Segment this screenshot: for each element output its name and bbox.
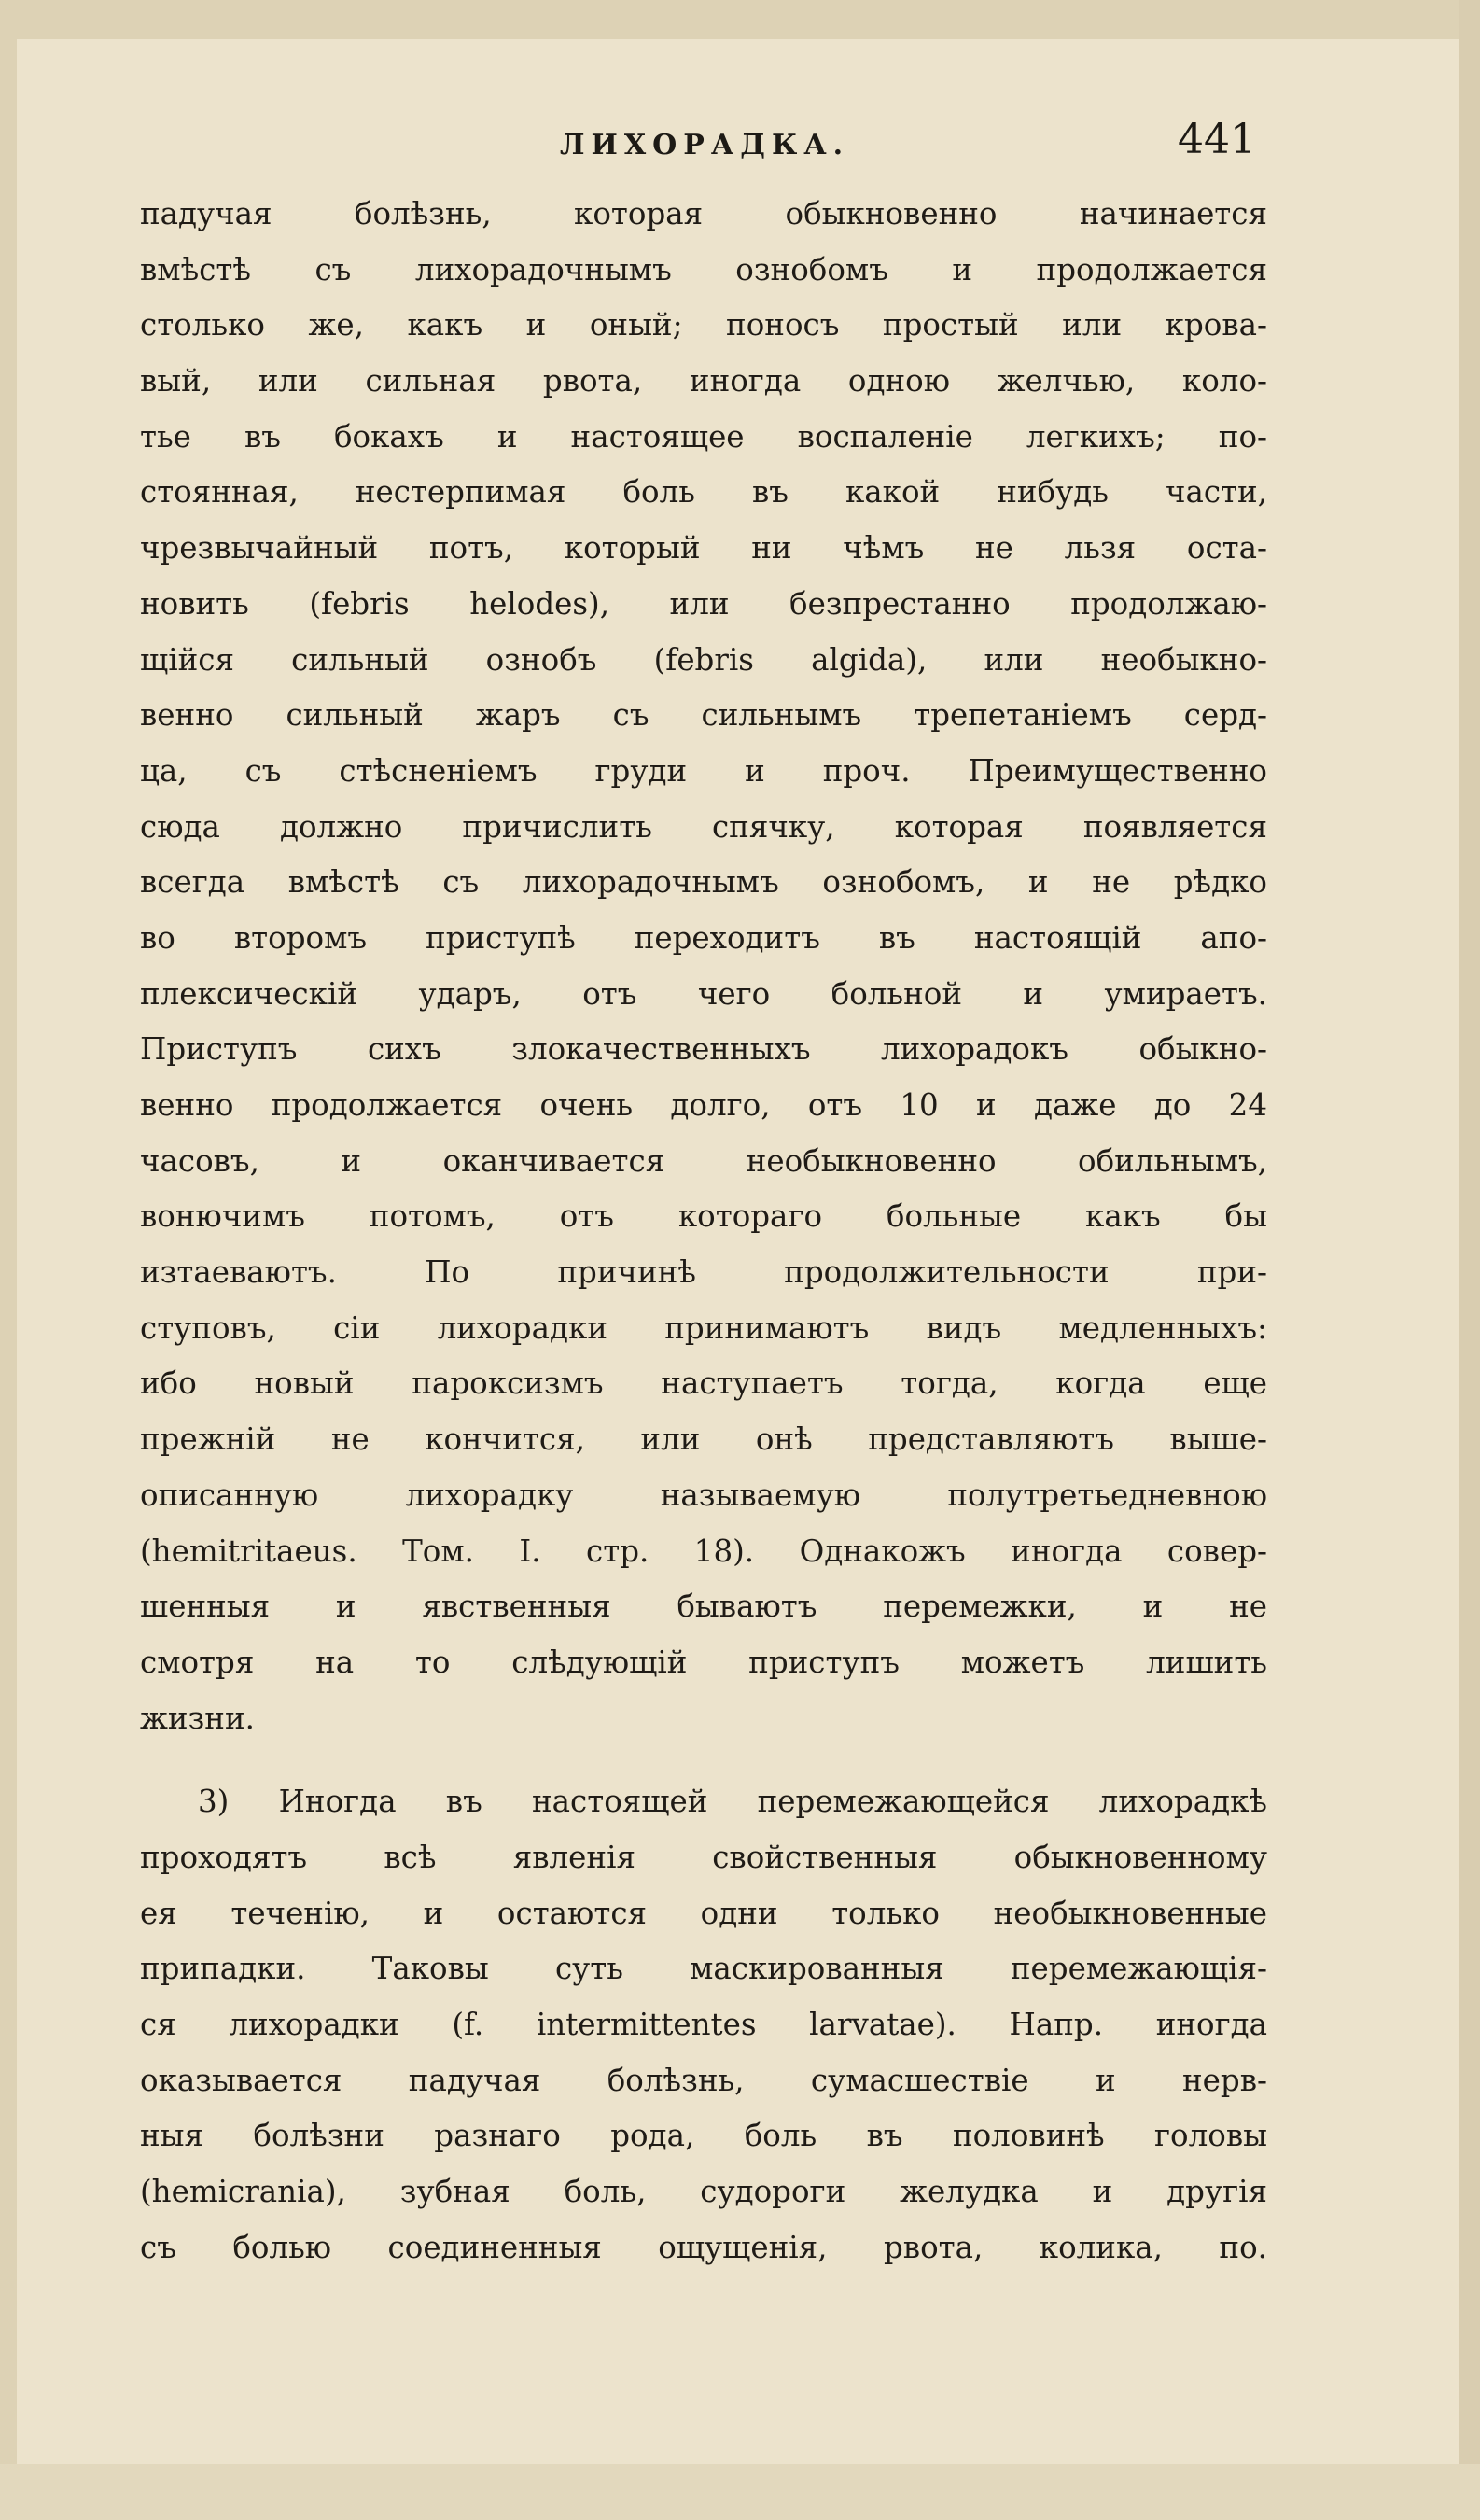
paragraph-2: [140, 1774, 1267, 2275]
text-line: (hemicrania), зубная боль, судороги желудка и другія: [140, 2174, 1267, 2210]
text-line: (hemitritaeus. Том. I. стр. 18). Однакожъ иногда совер-: [140, 1533, 1267, 1569]
text-line: вонючимъ потомъ, отъ котораго больные какъ бы: [140, 1198, 1267, 1235]
page-header: [0, 116, 1480, 187]
text-line: вмѣстѣ съ лихорадочнымъ ознобомъ и продолжается: [140, 251, 1267, 287]
page-edge-top: [0, 0, 1480, 39]
text-line: падучая болѣзнь, которая обыкновенно начинается: [140, 196, 1267, 231]
text-line: оказывается падучая болѣзнь, сумасшествіе и нерв-: [140, 2062, 1267, 2098]
text-line: изтаеваютъ. По причинѣ продолжительности при-: [140, 1254, 1267, 1291]
text-line: часовъ, и оканчивается необыкновенно обильнымъ,: [140, 1142, 1267, 1179]
text-line: Приступъ сихъ злокачественныхъ лихорадокъ обыкно-: [140, 1031, 1267, 1068]
text-line-first: 3) Иногда въ настоящей перемежающейся лихорадкѣ: [198, 1784, 1267, 1820]
text-line: ца, съ стѣсненіемъ груди и проч. Преимущественно: [140, 752, 1267, 789]
text-line: описанную лихорадку называемую полутретьедневною: [140, 1477, 1267, 1513]
text-line: стоянная, нестерпимая боль въ какой нибудь части,: [140, 474, 1267, 511]
text-line: съ болью соединенныя ощущенія, рвота, колика, по.: [140, 2229, 1267, 2265]
text-line: шенныя и явственныя бываютъ перемежки, и не: [140, 1589, 1267, 1625]
page-number: 441: [1178, 116, 1256, 163]
text-line: венно сильный жаръ съ сильнымъ трепетаніемъ серд-: [140, 697, 1267, 734]
text-line: смотря на то слѣдующій приступъ можетъ лишить: [140, 1644, 1267, 1680]
running-head: ЛИХОРАДКА.: [560, 129, 850, 161]
text-line: столько же, какъ и оный; поносъ простый или крова-: [140, 307, 1267, 343]
text-line: ибо новый пароксизмъ наступаетъ тогда, когда еще: [140, 1365, 1267, 1402]
text-line: ея теченію, и остаются одни только необыкновенные: [140, 1895, 1267, 1931]
text-line: всегда вмѣстѣ съ лихорадочнымъ ознобомъ, и не рѣдко: [140, 864, 1267, 901]
text-line: припадки. Таковы суть маскированныя перемежающія-: [140, 1951, 1267, 1987]
text-line: чрезвычайный потъ, который ни чѣмъ не льзя оста-: [140, 530, 1267, 567]
body-text: [140, 187, 1267, 2275]
text-line: во второмъ приступѣ переходитъ въ настоящій апо-: [140, 919, 1267, 956]
text-line: плексическій ударъ, отъ чего больной и умираетъ.: [140, 975, 1267, 1012]
text-line: новить (febris helodes), или безпрестанно продолжаю-: [140, 585, 1267, 622]
text-line: ся лихорадки (f. intermittentes larvatae). Напр. иногда: [140, 2007, 1267, 2042]
text-line: вый, или сильная рвота, иногда одною желчью, коло-: [140, 363, 1267, 399]
text-line: сюда должно причислить спячку, которая появляется: [140, 808, 1267, 845]
text-line-last: жизни.: [140, 1700, 255, 1736]
text-line: ступовъ, сіи лихорадки принимаютъ видъ медленныхъ:: [140, 1309, 1267, 1346]
page-edge-bottom: [0, 2464, 1480, 2520]
page-edge-right: [1459, 0, 1480, 2520]
page-edge-left: [0, 0, 17, 2520]
text-line: тье въ бокахъ и настоящее воспаленіе легкихъ; по-: [140, 418, 1267, 455]
paragraph-gap: [140, 1746, 1267, 1774]
text-line: проходятъ всѣ явленія свойственныя обыкновенному: [140, 1839, 1267, 1875]
paragraph-1: [140, 187, 1267, 1746]
text-line: прежній не кончится, или онѣ представляютъ выше-: [140, 1421, 1267, 1458]
text-line: щійся сильный ознобъ (febris algida), или необыкно-: [140, 641, 1267, 678]
text-line: венно продолжается очень долго, отъ 10 и даже до 24: [140, 1087, 1267, 1123]
text-line: ныя болѣзни разнаго рода, боль въ половинѣ головы: [140, 2118, 1267, 2154]
